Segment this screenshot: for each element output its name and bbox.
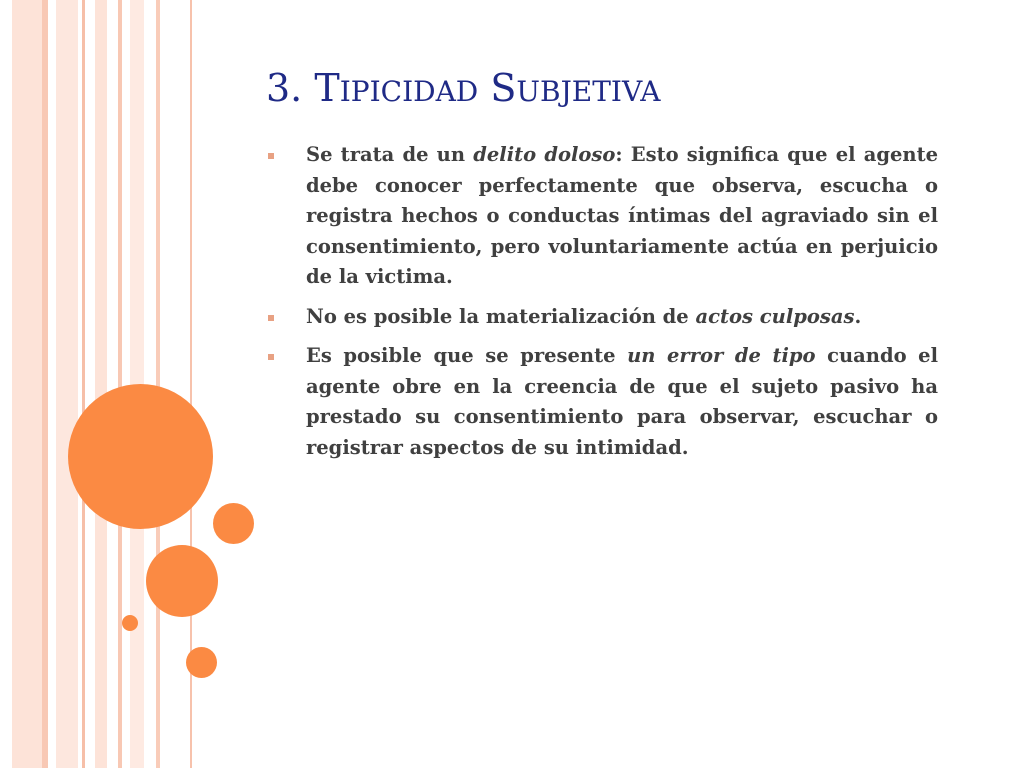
bullet-square-icon	[268, 354, 274, 360]
decorative-circle-tiny	[122, 615, 138, 631]
stripe	[82, 0, 85, 768]
bullet-text: .	[854, 304, 862, 328]
emphasized-text: un error de tipo	[627, 344, 816, 367]
stripe	[156, 0, 160, 768]
title-segment: 3. T	[266, 66, 340, 110]
title-segment: S	[478, 66, 517, 110]
title-segment: UBJETIVA	[516, 75, 661, 108]
decorative-circle-small	[213, 503, 254, 544]
bullet-text: No es posible la materialización de	[306, 304, 696, 328]
bullet-item	[266, 341, 938, 463]
stripe	[95, 0, 107, 768]
bullet-text: Se trata de un	[306, 143, 474, 166]
slide-title	[266, 62, 661, 118]
decorative-circle-large	[68, 384, 213, 529]
decorative-circle-medium	[146, 545, 218, 617]
bullet-square-icon	[268, 153, 274, 159]
stripe	[56, 0, 78, 768]
emphasized-text: delito doloso	[473, 143, 616, 166]
stripe	[118, 0, 122, 768]
emphasized-text: actos culposas	[695, 304, 855, 328]
bullet-text: Es posible que se presente	[306, 344, 628, 367]
stripe	[42, 0, 48, 768]
bullet-item	[266, 302, 938, 333]
bullet-list	[266, 140, 938, 472]
bullet-square-icon	[268, 315, 274, 321]
bullet-text: cuando el agente obre en la creencia de que el sujeto pasivo ha prestado su consentimiento para observar, escuchar o registrar aspectos de su intimidad.	[306, 344, 938, 459]
decorative-circle-small	[186, 647, 217, 678]
bullet-text: : Esto significa que el agente debe conocer perfectamente que observa, escucha o registra hechos o conductas íntimas del agraviado sin el consentimiento, pero voluntariamente actúa en perjuicio de la victima.	[306, 143, 938, 288]
stripe	[12, 0, 42, 768]
bullet-item	[266, 140, 938, 293]
title-segment: IPICIDAD	[339, 75, 479, 108]
decorative-stripes	[0, 0, 200, 768]
